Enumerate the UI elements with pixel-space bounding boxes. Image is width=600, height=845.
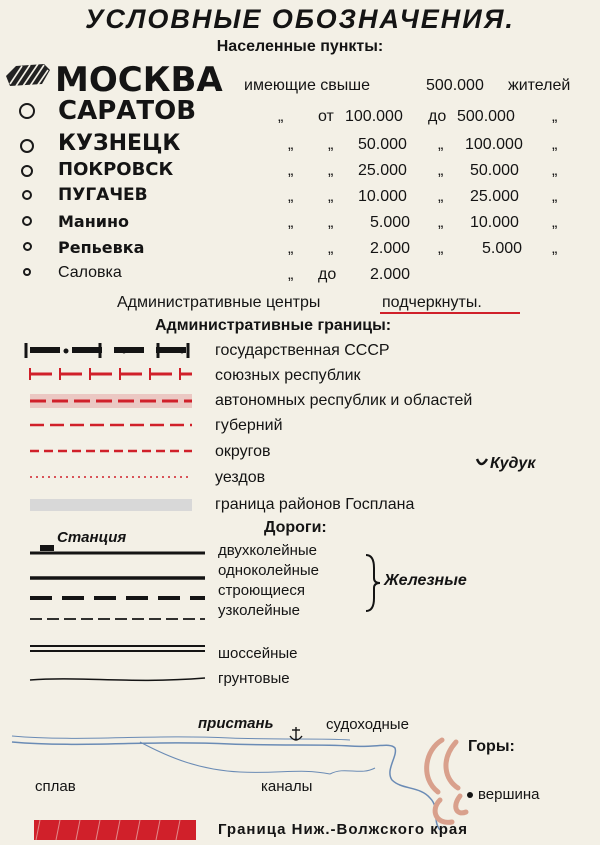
settlement-circle-icon xyxy=(23,268,31,276)
border-label: уездов xyxy=(215,469,266,486)
population-from: 2.000 xyxy=(370,240,411,257)
legend-title: УСЛОВНЫЕ ОБОЗНАЧЕНИЯ. xyxy=(85,4,515,34)
population-to: 5.000 xyxy=(482,240,523,257)
settlement-name: САРАТОВ xyxy=(58,96,197,126)
pier-label: пристань xyxy=(198,715,274,732)
population-to: 25.000 xyxy=(470,188,519,205)
ditto-mark: „ xyxy=(438,188,444,205)
population-to: 50.000 xyxy=(470,162,519,179)
border-label: округов xyxy=(215,443,271,460)
ditto-mark: „ xyxy=(438,136,444,153)
station-label: Станция xyxy=(57,529,127,546)
ditto-mark: „ xyxy=(288,188,294,205)
population-from: 100.000 xyxy=(345,108,403,125)
ditto-mark: „ xyxy=(278,108,284,125)
ditto-mark: „ xyxy=(328,136,334,153)
population-to: 500.000 xyxy=(457,108,515,125)
rail-label: узколейные xyxy=(218,602,301,619)
border-ussr-line xyxy=(26,343,190,358)
canals-label: каналы xyxy=(261,778,313,795)
well-icon xyxy=(477,459,487,464)
ditto-mark: „ xyxy=(328,188,334,205)
settlement-circle-icon xyxy=(19,103,35,119)
border-autonomous-line xyxy=(30,394,192,408)
ditto-mark: „ xyxy=(328,162,334,179)
border-label: граница районов Госплана xyxy=(215,496,415,513)
border-gosplan-band xyxy=(30,499,192,511)
population-from: 10.000 xyxy=(358,188,407,205)
ditto-mark: „ xyxy=(288,240,294,257)
rail-group-label: Железные xyxy=(384,572,467,589)
dirt-road-label: грунтовые xyxy=(218,670,290,687)
rafting-river-line xyxy=(140,742,330,774)
population-desc: от xyxy=(318,108,334,125)
rail-label: одноколейные xyxy=(218,562,320,579)
population-desc: до xyxy=(318,266,337,283)
station-icon xyxy=(40,545,54,551)
population-desc: имеющие свыше xyxy=(244,77,371,94)
population-from: 500.000 xyxy=(426,77,484,94)
peak-label: вершина xyxy=(478,786,540,803)
well-label: Кудук xyxy=(490,455,536,472)
navigable-label: судоходные xyxy=(326,716,409,733)
settlement-name: ПОКРОВСК xyxy=(58,159,174,180)
anchor-icon xyxy=(290,727,302,740)
population-from: 5.000 xyxy=(370,214,411,231)
ditto-mark: „ xyxy=(288,266,294,283)
population-from: 25.000 xyxy=(358,162,407,179)
ditto-mark: „ xyxy=(552,136,558,153)
rail-label: строющиеся xyxy=(218,582,305,599)
settlement-circle-icon xyxy=(22,190,32,200)
capital-symbol-icon xyxy=(6,64,50,86)
settlement-circle-icon xyxy=(21,165,33,177)
roads-heading: Дороги: xyxy=(264,519,327,536)
borders-heading: Административные границы: xyxy=(155,317,392,334)
population-from: 2.000 xyxy=(370,266,411,283)
ditto-mark: „ xyxy=(288,136,294,153)
ditto-mark: „ xyxy=(438,214,444,231)
settlements-heading: Населенные пункты: xyxy=(216,38,384,55)
ditto-mark: „ xyxy=(552,108,558,125)
ditto-mark: „ xyxy=(552,188,558,205)
settlement-name: ПУГАЧЕВ xyxy=(58,185,148,205)
rail-brace xyxy=(366,555,380,611)
settlement-name: Саловка xyxy=(58,264,122,281)
population-to: 10.000 xyxy=(470,214,519,231)
mountains-heading: Горы: xyxy=(468,738,515,755)
border-label: автономных республик и областей xyxy=(215,392,473,409)
ditto-mark: „ xyxy=(552,240,558,257)
admin-centers-underlined: подчеркнуты. xyxy=(382,294,482,311)
border-union-republics-line xyxy=(30,368,192,380)
border-label: союзных республик xyxy=(215,367,361,384)
rafting-label: сплав xyxy=(35,778,76,795)
highway-label: шоссейные xyxy=(218,645,298,662)
ditto-mark: „ xyxy=(288,214,294,231)
population-from: 50.000 xyxy=(358,136,407,153)
peak-icon xyxy=(467,792,473,798)
settlement-name: Репьевка xyxy=(58,238,145,257)
population-desc: до xyxy=(428,108,447,125)
rail-label: двухколейные xyxy=(218,542,318,559)
hill-hachure-icon xyxy=(427,740,466,822)
canal-line xyxy=(330,768,375,774)
population-tail: жителей xyxy=(508,77,571,94)
ditto-mark: „ xyxy=(328,240,334,257)
region-border-label: Граница Ниж.-Волжского края xyxy=(218,821,469,838)
border-label: губерний xyxy=(215,417,283,434)
admin-centers-note: Административные центры xyxy=(117,294,321,311)
ditto-mark: „ xyxy=(552,162,558,179)
ditto-mark: „ xyxy=(552,214,558,231)
ditto-mark: „ xyxy=(438,240,444,257)
population-to: 100.000 xyxy=(465,136,523,153)
navigable-river-line xyxy=(12,742,440,830)
ditto-mark: „ xyxy=(288,162,294,179)
settlement-name: Манино xyxy=(58,212,130,231)
settlement-circle-icon xyxy=(22,216,32,226)
ditto-mark: „ xyxy=(438,162,444,179)
settlement-circle-icon xyxy=(23,242,32,251)
dirt-road-line xyxy=(30,678,205,680)
settlement-circle-icon xyxy=(20,139,34,153)
settlement-name: МОСКВА xyxy=(55,60,223,100)
border-label: государственная СССР xyxy=(215,342,390,359)
ditto-mark: „ xyxy=(328,214,334,231)
settlement-name: КУЗНЕЦК xyxy=(58,131,181,156)
